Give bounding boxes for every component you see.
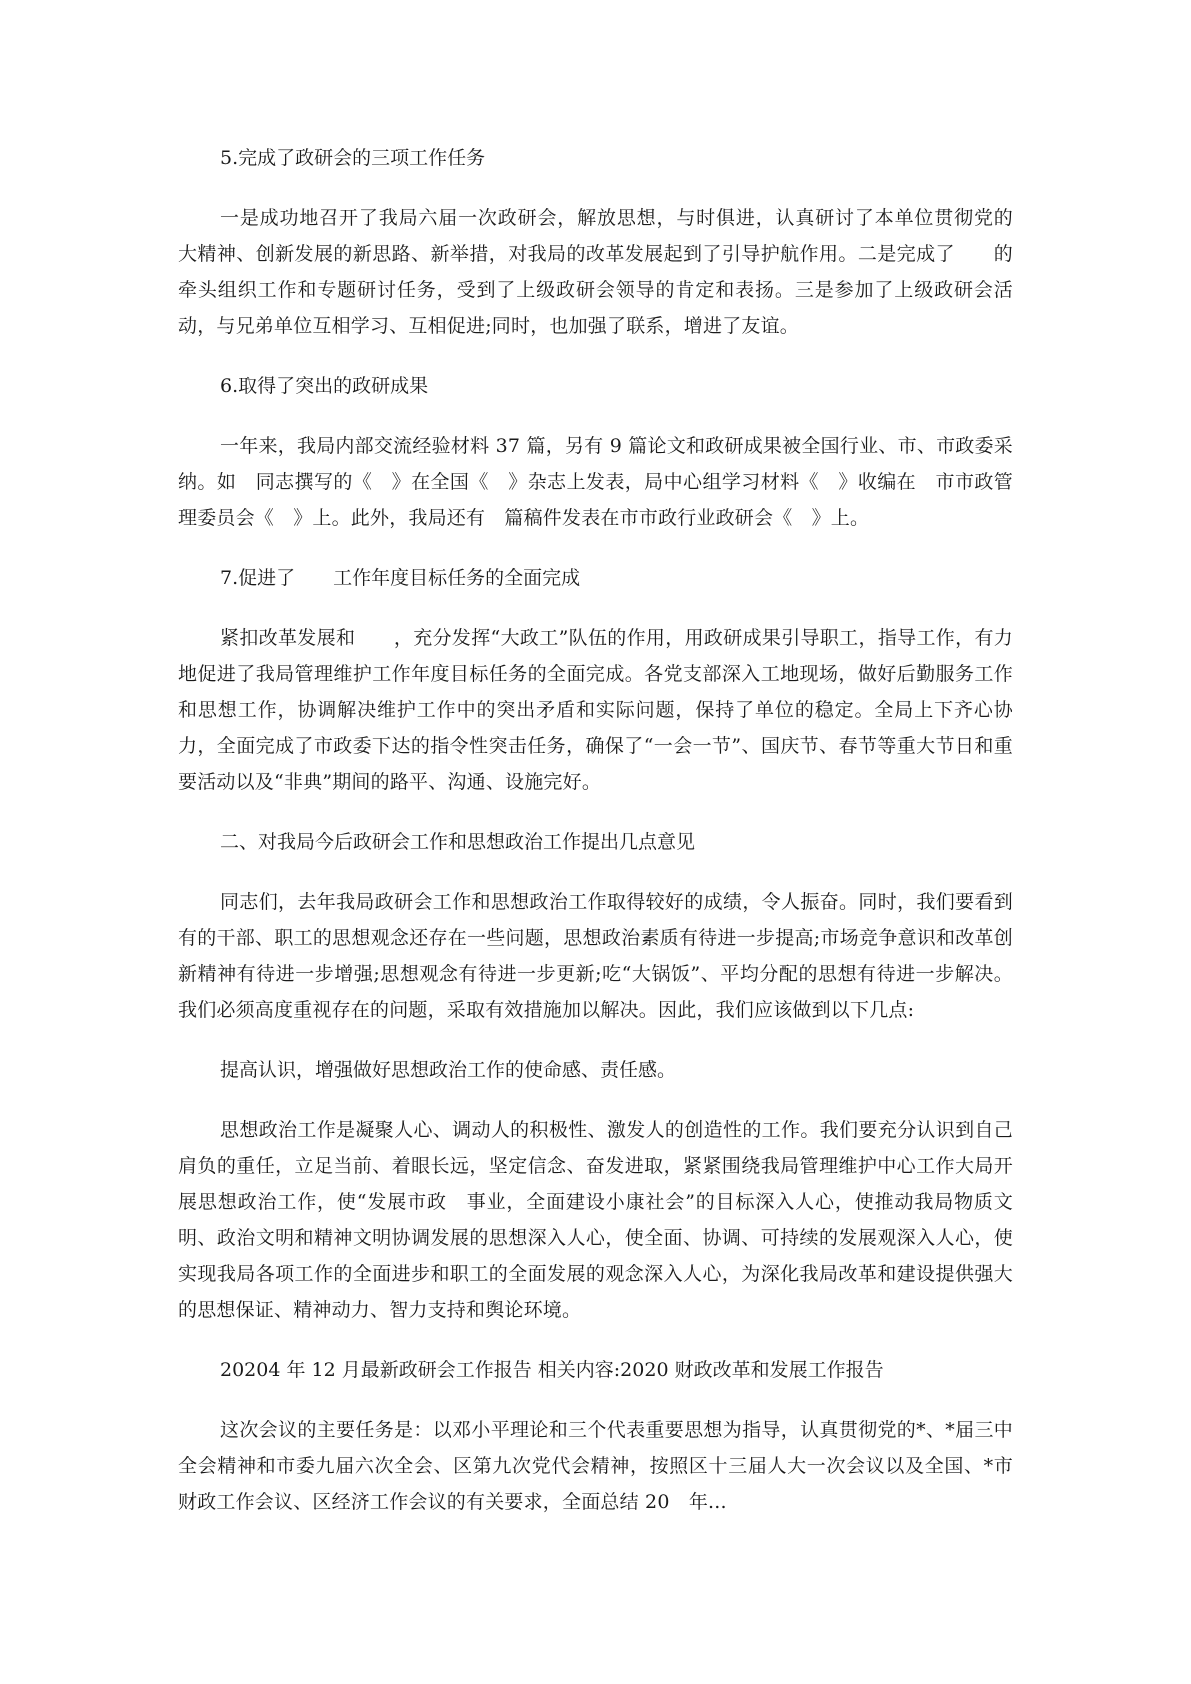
paragraph-results: 一年来，我局内部交流经验材料 37 篇，另有 9 篇论文和政研成果被全国行业、市、市政委采纳。如 同志撰写的《 》在全国《 》杂志上发表，局中心组学习材料《 》收编在 市市政管理委员会《 》上。此外，我局还有 篇稿件发表在市市政行业政研会《 》上。	[178, 435, 1013, 529]
paragraph-issues: 同志们，去年我局政研会工作和思想政治工作取得较好的成绩，令人振奋。同时，我们要看到有的干部、职工的思想观念还存在一些问题，思想政治素质有待进一步提高;市场竞争意识和改革创新精神有待进一步增强;思想观念有待进一步更新;吃“大锅饭”、平均分配的思想有待进一步解决。我们必须高度重视存在的问题，采取有效措施加以解决。因此，我们应该做到以下几点:	[178, 891, 1013, 1021]
section-heading-two: 二、对我局今后政研会工作和思想政治工作提出几点意见	[220, 831, 696, 853]
related-content-heading: 20204 年 12 月最新政研会工作报告 相关内容:2020 财政改革和发展工作报告	[220, 1359, 884, 1381]
section-heading-5: 5.完成了政研会的三项工作任务	[220, 147, 486, 169]
paragraph-targets: 紧扣改革发展和 ，充分发挥“大政工”队伍的作用，用政研成果引导职工，指导工作，有力地促进了我局管理维护工作年度目标任务的全面完成。各党支部深入工地现场，做好后勤服务工作和思想工作，协调解决维护工作中的突出矛盾和实际问题，保持了单位的稳定。全局上下齐心协力，全面完成了市政委下达的指令性突击任务，确保了“一会一节”、国庆节、春节等重大节日和重要活动以及“非典”期间的路平、沟通、设施完好。	[178, 627, 1013, 793]
paragraph-meeting-tasks: 这次会议的主要任务是：以邓小平理论和三个代表重要思想为指导，认真贯彻党的*、*届三中全会精神和市委九届六次全会、区第九次党代会精神，按照区十三届人大一次会议以及全国、*市财政工作会议、区经济工作会议的有关要求，全面总结 20 年...	[178, 1419, 1013, 1513]
subheading-awareness: 提高认识，增强做好思想政治工作的使命感、责任感。	[220, 1059, 677, 1081]
paragraph-tasks: 一是成功地召开了我局六届一次政研会，解放思想，与时俱进，认真研讨了本单位贯彻党的 大精神、创新发展的新思路、新举措，对我局的改革发展起到了引导护航作用。二是完成了 的牵头组织工作和专题研讨任务，受到了上级政研会领导的肯定和表扬。三是参加了上级政研会活动，与兄弟单位互相学习、互相促进;同时，也加强了联系，增进了友谊。	[178, 207, 1033, 337]
section-heading-6: 6.取得了突出的政研成果	[220, 375, 429, 397]
section-heading-7: 7.促进了 工作年度目标任务的全面完成	[220, 567, 581, 589]
paragraph-political-work: 思想政治工作是凝聚人心、调动人的积极性、激发人的创造性的工作。我们要充分认识到自己肩负的重任，立足当前、着眼长远，坚定信念、奋发进取，紧紧围绕我局管理维护中心工作大局开展思想政治工作，使“发展市政 事业，全面建设小康社会”的目标深入人心，使推动我局物质文明、政治文明和精神文明协调发展的思想深入人心，使全面、协调、可持续的发展观深入人心，使实现我局各项工作的全面进步和职工的全面发展的观念深入人心，为深化我局改革和建设提供强大的思想保证、精神动力、智力支持和舆论环境。	[178, 1119, 1013, 1321]
